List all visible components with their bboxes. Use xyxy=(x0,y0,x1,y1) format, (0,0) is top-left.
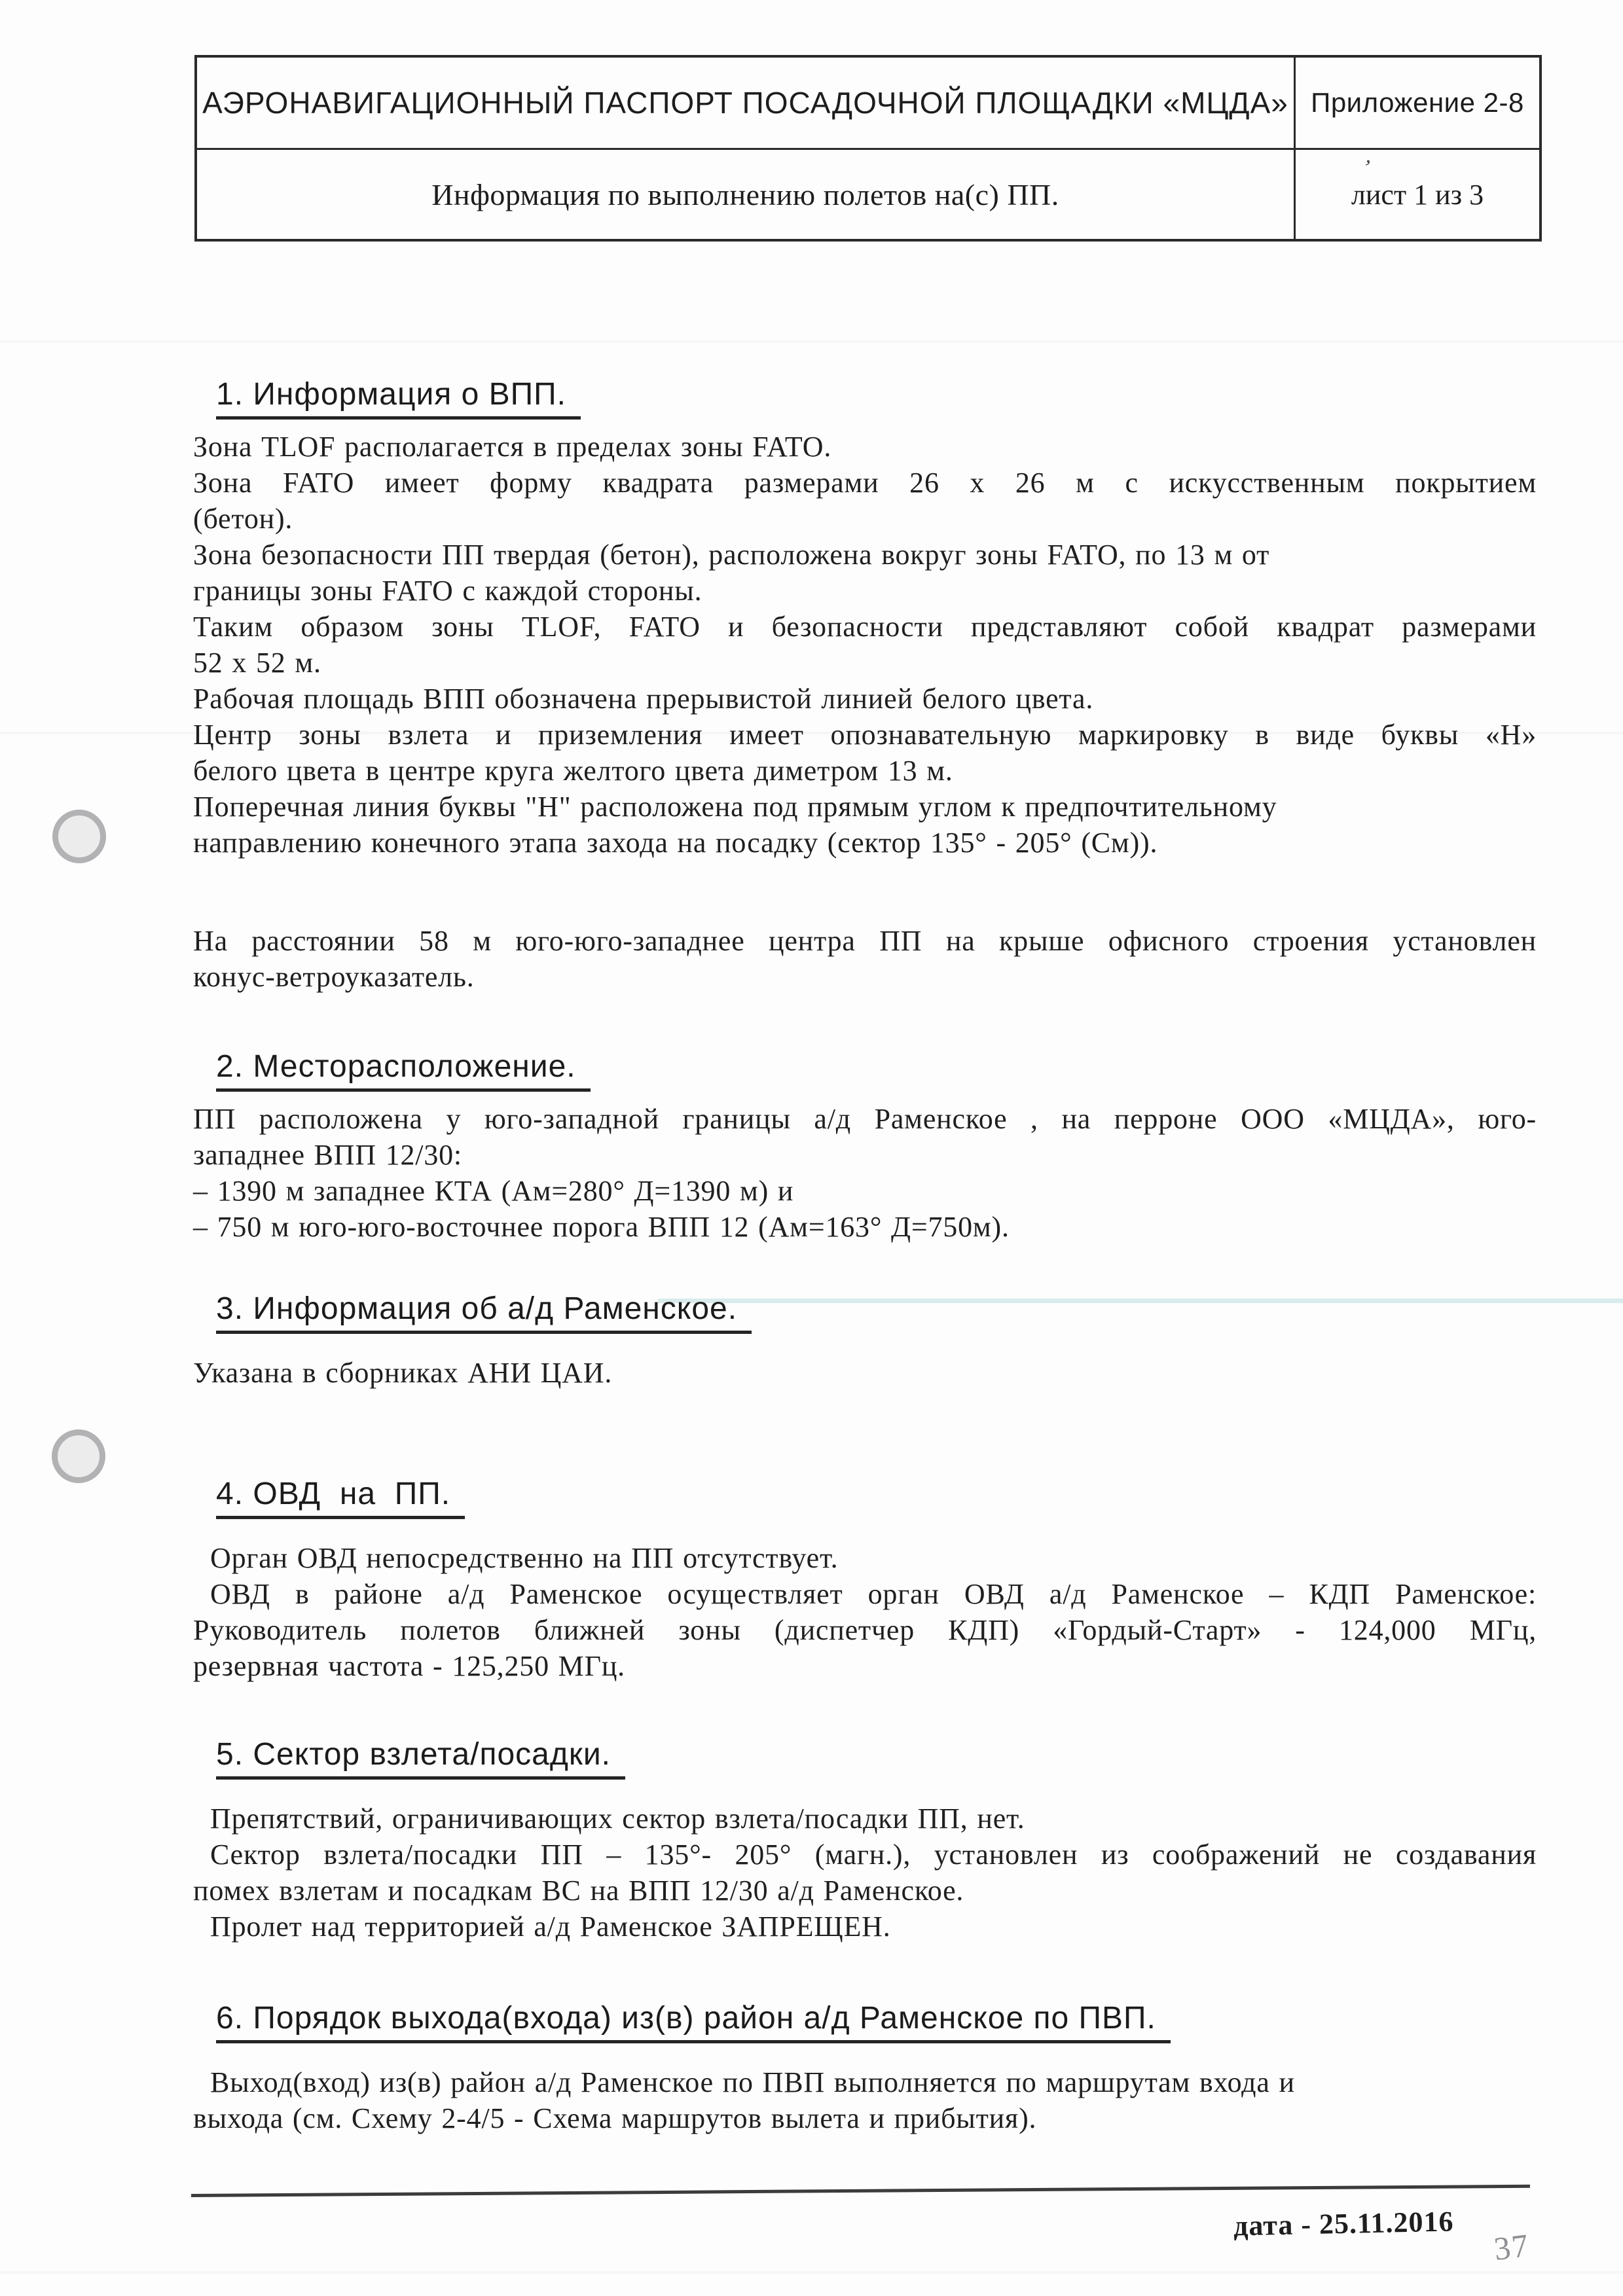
section-5-heading: 5. Сектор взлета/посадки. xyxy=(216,1736,1537,1780)
body-line: западнее ВПП 12/30: xyxy=(193,1139,462,1171)
header-annex-cell xyxy=(1294,58,1539,148)
sheet-number-label: лист 1 из 3 xyxy=(1351,178,1484,211)
body-line: конус-ветроуказатель. xyxy=(193,961,475,993)
hole-punch-mark xyxy=(52,1429,105,1483)
body-line: Зона FATO имеет форму квадрата размерами 26 х 26 м с искусственным покрытием xyxy=(193,467,1537,499)
body-line: Рабочая площадь ВПП обозначена прерывистой линией белого цвета. xyxy=(193,683,1094,715)
body-line: Препятствий, ограничивающих сектор взлета/посадки ПП, нет. xyxy=(210,1803,1025,1835)
body-line: белого цвета в центре круга желтого цвета диметром 13 м. xyxy=(193,755,953,787)
header-title-cell xyxy=(197,58,1294,148)
body-line: границы зоны FATO с каждой стороны. xyxy=(193,575,702,607)
body-line: выхода (см. Схему 2-4/5 - Схема маршрутов вылета и прибытия). xyxy=(193,2102,1037,2134)
body-line: Центр зоны взлета и приземления имеет опознавательную маркировку в виде буквы «Н» xyxy=(193,719,1537,751)
section-2-heading: 2. Месторасположение. xyxy=(216,1049,1537,1092)
document-body xyxy=(193,237,1537,2136)
list-item-line: – 1390 м западнее КТА (Ам=280° Д=1390 м) и xyxy=(193,1175,794,1207)
body-line: Зона TLOF располагается в пределах зоны FATO. xyxy=(193,431,832,463)
body-line: На расстоянии 58 м юго-юго-западнее центра ПП на крыше офисного строения установлен xyxy=(193,925,1537,957)
document-subtitle: Информация по выполнению полетов на(с) ПП. xyxy=(431,177,1059,211)
body-line: Орган ОВД непосредственно на ПП отсутствует. xyxy=(210,1542,839,1574)
scan-streak xyxy=(0,2271,1623,2274)
body-line: 52 х 52 м. xyxy=(193,647,321,679)
body-line: резервная частота - 125,250 МГц. xyxy=(193,1650,625,1682)
body-line: направлению конечного этапа захода на посадку (сектор 135° - 205° (См)). xyxy=(193,827,1158,859)
body-line: ПП расположена у юго-западной границы а/д Раменское , на перроне ООО «МЦДА», юго- xyxy=(193,1103,1537,1135)
header-subtitle-cell xyxy=(197,150,1294,239)
header-row-subtitle xyxy=(197,148,1539,239)
document-title: АЭРОНАВИГАЦИОННЫЙ ПАСПОРТ ПОСАДОЧНОЙ ПЛОЩАДКИ «МЦДА» xyxy=(202,86,1288,120)
list-item-line: – 750 м юго-юго-восточнее порога ВПП 12 (Ам=163° Д=750м). xyxy=(193,1211,1010,1243)
body-line: Пролет над территорией а/д Раменское ЗАПРЕЩЕН. xyxy=(210,1910,891,1943)
body-line: Руководитель полетов ближней зоны (диспетчер КДП) «Гордый-Старт» - 124,000 МГц, xyxy=(193,1614,1537,1646)
header-sheet-cell xyxy=(1294,150,1539,239)
scan-speck: ’ xyxy=(1360,155,1374,181)
section-1-heading: 1. Информация о ВПП. xyxy=(216,376,1537,420)
body-line: Выход(вход) из(в) район а/д Раменское по ПВП выполняется по маршрутам входа и xyxy=(210,2066,1295,2098)
body-line: Сектор взлета/посадки ПП – 135°- 205° (магн.), установлен из соображений не создавания xyxy=(210,1839,1537,1871)
page-number: 37 xyxy=(1491,2226,1532,2268)
body-line: (бетон). xyxy=(193,503,293,535)
body-line: Зона безопасности ПП твердая (бетон), расположена вокруг зоны FATO, по 13 м от xyxy=(193,539,1270,571)
body-line: помех взлетам и посадкам ВС на ВПП 12/30 а/д Раменское. xyxy=(193,1874,964,1907)
section-3-heading: 3. Информация об а/д Раменское. xyxy=(216,1291,1537,1334)
body-line: ОВД в районе а/д Раменское осуществляет орган ОВД а/д Раменское – КДП Раменское: xyxy=(210,1578,1537,1610)
body-line: Указана в сборниках АНИ ЦАИ. xyxy=(193,1357,613,1389)
footer-rule xyxy=(191,2185,1530,2197)
section-6-heading: 6. Порядок выхода(входа) из(в) район а/д Раменское по ПВП. xyxy=(216,2000,1537,2043)
footer-date: дата - 25.11.2016 xyxy=(1233,2205,1454,2242)
header-row-title xyxy=(197,58,1539,148)
document-header-table xyxy=(194,55,1542,242)
hole-punch-mark xyxy=(52,810,106,863)
section-4-heading: 4. ОВД на ПП. xyxy=(216,1476,1537,1519)
body-line: Поперечная линия буквы "Н" расположена под прямым углом к предпочтительному xyxy=(193,791,1277,823)
body-line: Таким образом зоны TLOF, FATO и безопасности представляют собой квадрат размерами xyxy=(193,611,1537,643)
annex-label: Приложение 2-8 xyxy=(1311,87,1524,118)
